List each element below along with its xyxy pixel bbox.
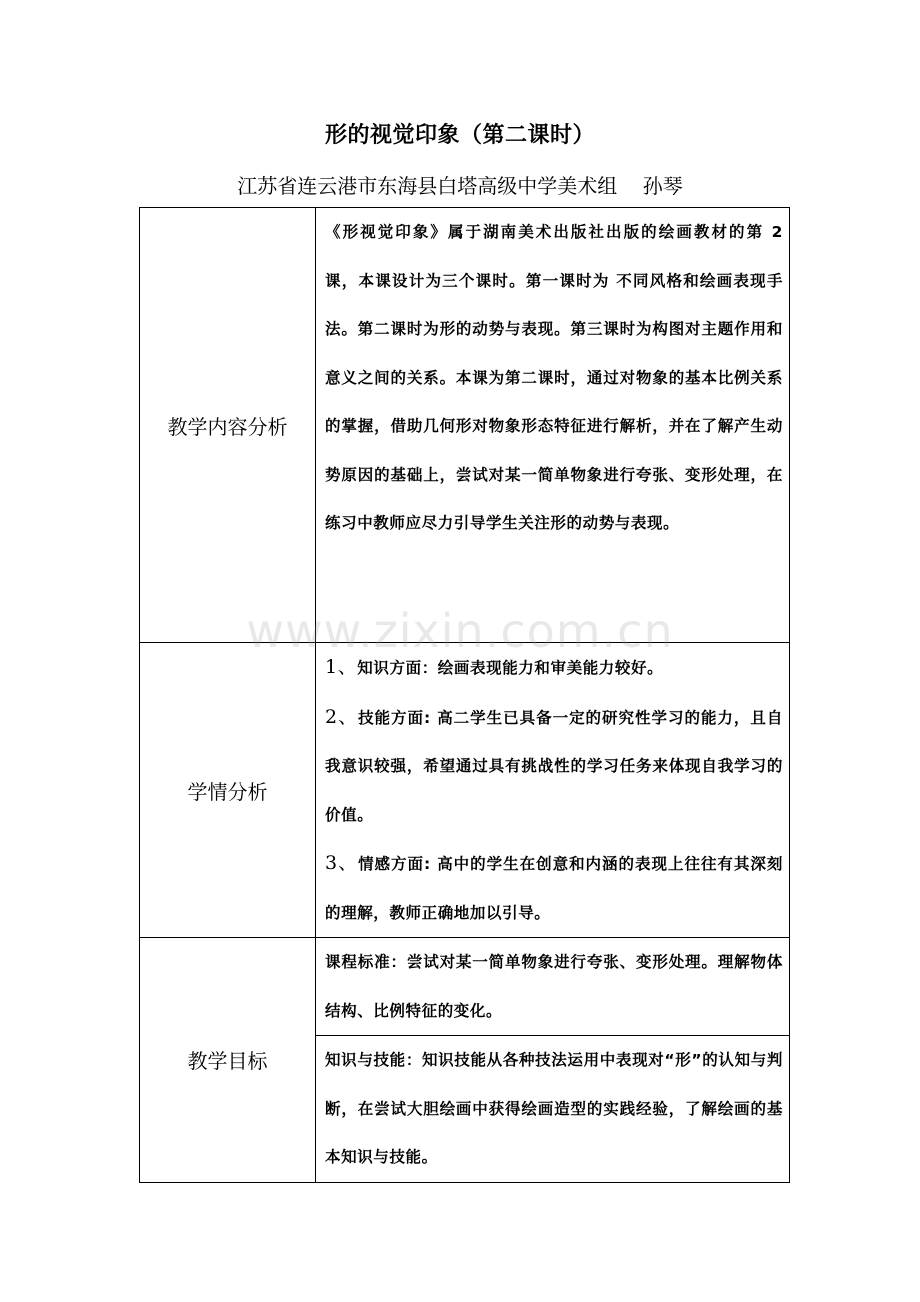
document-title: 形的视觉印象（第二课时） — [324, 123, 595, 148]
table-row — [140, 208, 790, 643]
item-number: 3、 — [325, 852, 359, 874]
student-analysis-item-3 — [325, 839, 783, 937]
watermark: www.zixin.com.cn — [246, 604, 674, 658]
item-number: 1、 — [325, 656, 358, 678]
content-analysis-cell — [316, 208, 790, 643]
student-analysis-item-2 — [325, 693, 783, 840]
knowledge-skills-cell — [316, 1036, 790, 1183]
student-analysis-item-1 — [325, 643, 783, 693]
item-heading: 知识与技能 — [325, 1051, 406, 1069]
student-analysis-cell — [316, 643, 790, 938]
row-label-text: 学情分析 — [187, 779, 268, 804]
item-heading: 技能方面: — [358, 708, 431, 727]
course-standard-cell — [316, 938, 790, 1036]
item-text: ：知识技能从各种技法运用中表现对“形”的认知与判断，在尝试大胆绘画中获得绘画造型的实践经验，了解绘画的基本知识与技能。 — [325, 1051, 783, 1166]
item-number: 2、 — [325, 705, 359, 728]
lesson-plan-table — [139, 207, 790, 1183]
item-heading: 情感方面: — [358, 855, 431, 873]
author-line: 江苏省连云港市东海县白塔高级中学美术组 孙琴 — [237, 174, 683, 198]
table-row — [140, 643, 790, 938]
row-label-teaching-goals — [140, 938, 316, 1183]
row-label-text: 教学目标 — [187, 1049, 268, 1074]
content-analysis-text: 《形视觉印象》属于湖南美术出版社出版的绘画教材的第 2 课，本课设计为三个课时。第一课时为 不同风格和绘画表现手法。第二课时为形的动势与表现。第三课时为构图对主题作用和意义之间的关系。本课为第二课时，通过对物象的基本比例关系的掌握，借助几何形对物象形态特征进行解析，并在了解产生动势原因的基础上，尝试对某一简单物象进行夸张、变形处理，在练习中教师应尽力引导学生关注形的动势与表现。 — [325, 223, 783, 532]
item-text: ：尝试对某一简单物象进行夸张、变形处理。理解物体结构、比例特征的变化。 — [325, 953, 783, 1020]
course-standard-text — [325, 938, 783, 1035]
table-row — [140, 938, 790, 1036]
row-label-student-analysis — [140, 643, 316, 938]
item-text: ：绘画表现能力和审美能力较好。 — [421, 659, 664, 677]
row-label-text: 教学内容分析 — [167, 414, 288, 439]
item-text: 高二学生已具备一定的研究性学习的能力，且自我意识较强，希望通过具有挑战性的学习任务来体现自我学习的价值。 — [325, 708, 783, 824]
knowledge-skills-text — [325, 1036, 783, 1182]
row-label-content-analysis — [140, 208, 316, 643]
item-heading: 知识方面 — [357, 659, 422, 677]
item-heading: 课程标准 — [325, 953, 391, 971]
item-text: 高中的学生在创意和内涵的表现上往往有其深刻的理解，教师正确地加以引导。 — [325, 855, 783, 922]
